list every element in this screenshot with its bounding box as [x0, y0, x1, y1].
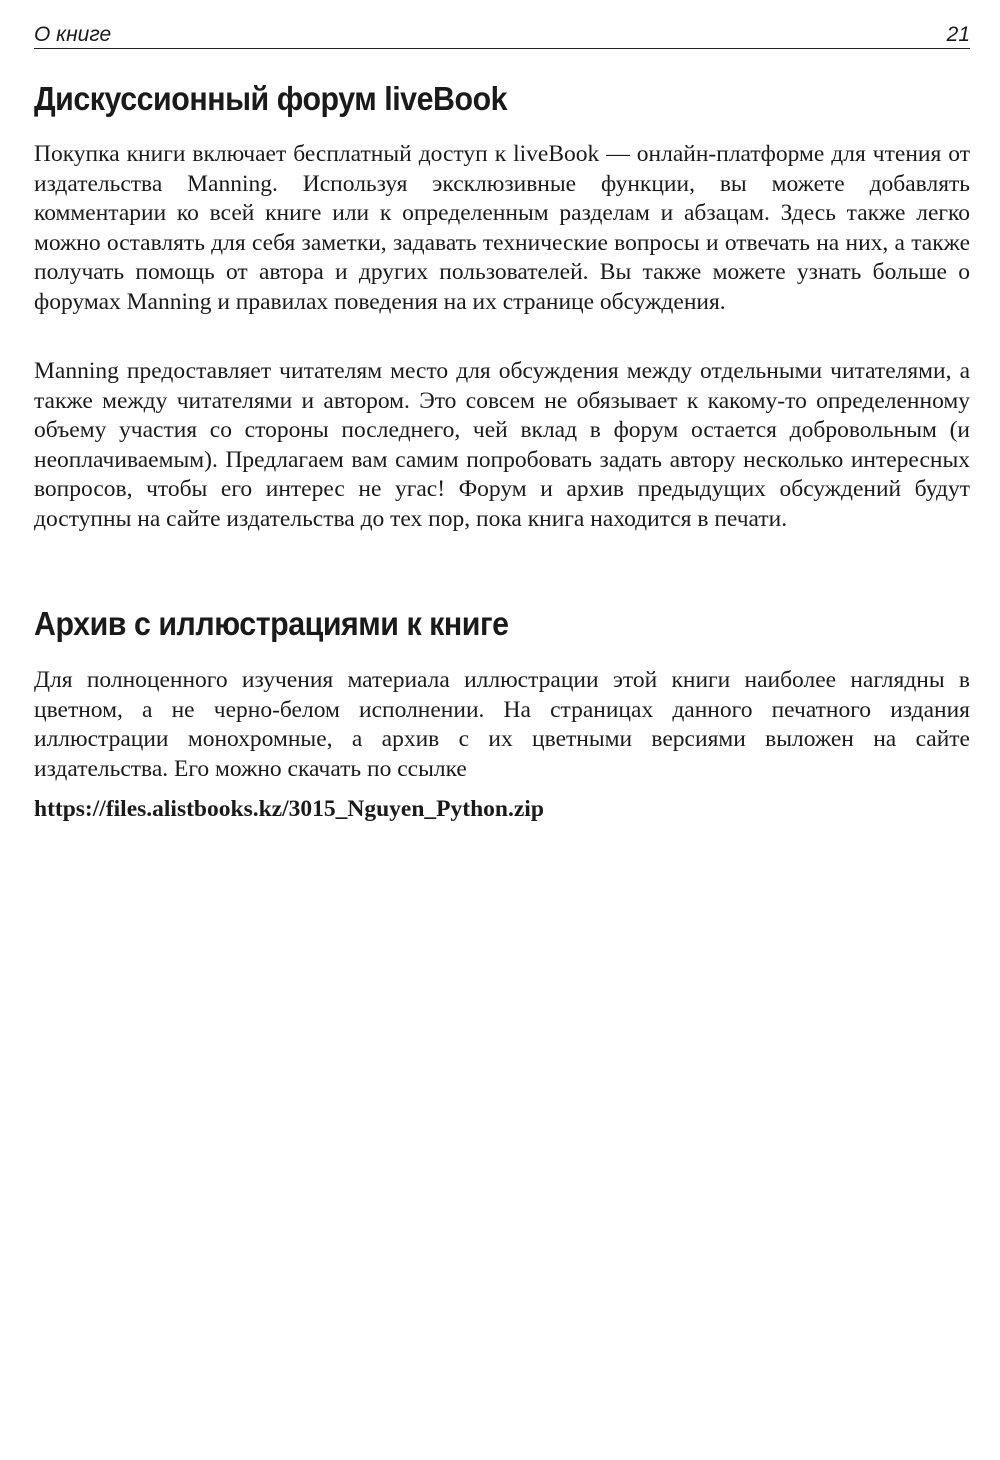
running-header-section: О книге: [34, 23, 112, 46]
page-number: 21: [946, 23, 970, 46]
running-header: [34, 22, 970, 49]
archive-download-link[interactable]: https://files.alistbooks.kz/3015_Nguyen_Python.zip: [34, 796, 544, 822]
paragraph-archive: Для полноценного изучения материала иллюстрации этой книги наиболее наглядны в цветном, а не черно-белом исполнении. На страницах данного печатного издания иллюстрации монохромные, а архив с их цветными версиями выложен на сайте издательства. Его можно скачать по ссылке: [34, 667, 970, 782]
paragraph-forum-details: Manning предоставляет читателям место для обсуждения между отдельными читателями, а также между читателями и автором. Это совсем не обязывает к какому-то определенному объему участия со стороны последнего, чей вклад в форум остается добровольным (и неоплачиваемым). Предлагаем вам самим попробовать задать автору несколько интересных вопросов, чтобы его интерес не угас! Форум и архив предыдущих обсуждений будут доступны на сайте издательства до тех пор, пока книга находится в печати.: [34, 358, 970, 532]
section-heading-archive: Архив с иллюстрациями к книге: [34, 605, 509, 642]
paragraph-forum-intro: Покупка книги включает бесплатный доступ к liveBook — онлайн-платформе для чтения от издательства Manning. Используя эксклюзивные функции, вы можете добавлять комментарии ко всей книге или к определенным разделам и абзацам. Здесь также легко можно оставлять для себя заметки, задавать технические вопросы и отвечать на них, а также получать помощь от автора и других пользователей. Вы также можете узнать больше о форумах Manning и правилах поведения на их странице обсуждения.: [34, 141, 970, 315]
section-heading-forum: Дискуссионный форум liveBook: [34, 80, 508, 117]
